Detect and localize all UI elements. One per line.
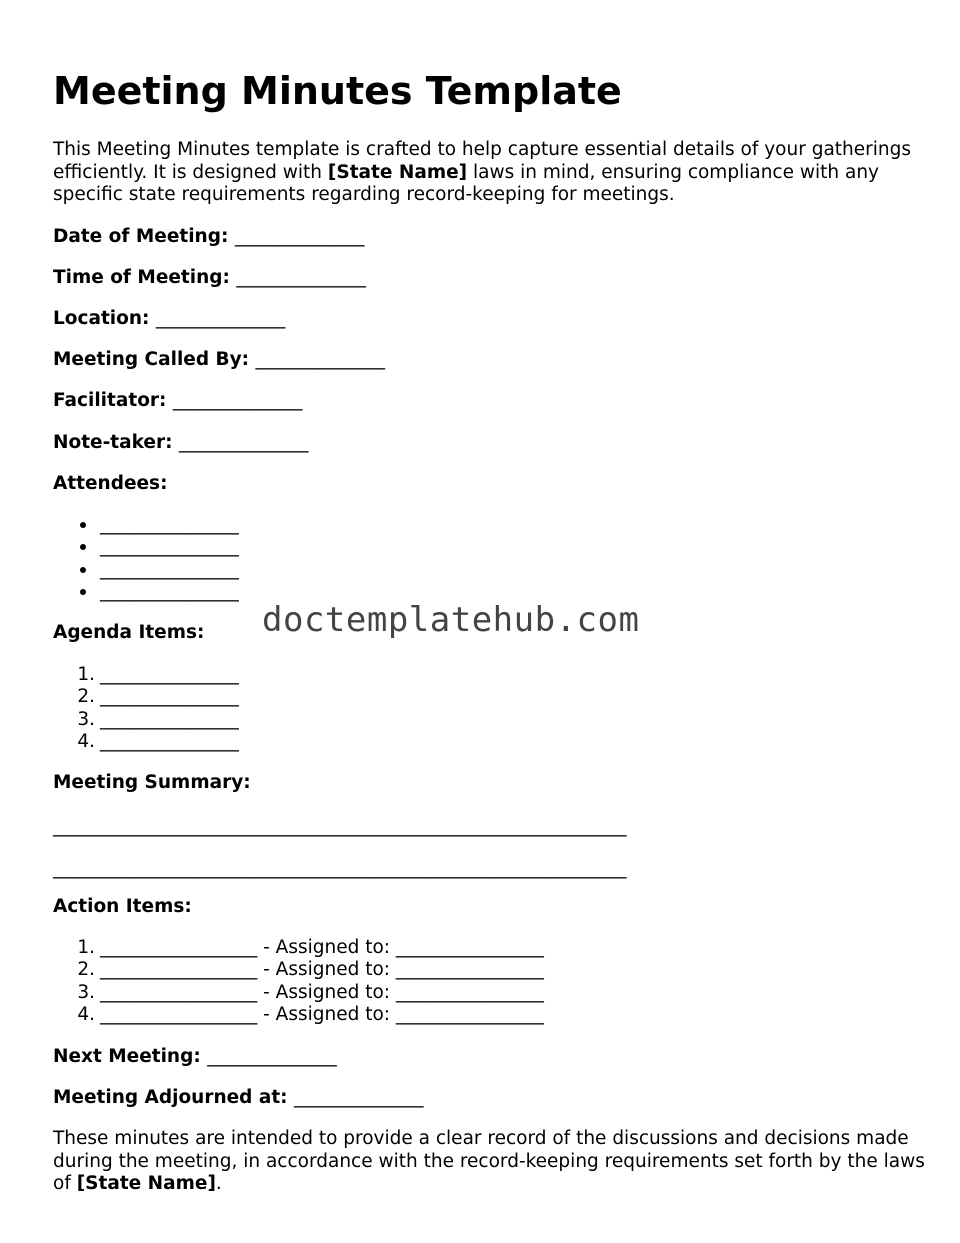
agenda-number: 4. (77, 731, 95, 753)
assigned-to-label: - Assigned to: (257, 1004, 396, 1026)
note-taker-label: Note-taker: (53, 432, 173, 453)
action-number: 4. (77, 1004, 95, 1026)
note-taker-blank[interactable]: ______________ (178, 432, 309, 453)
closing-paragraph (53, 1128, 933, 1196)
note-taker-field (53, 432, 308, 454)
bullet-icon (80, 522, 86, 528)
intro-text-2: laws in mind, ensuring compliance with any specific state requirements regarding record-keeping for meetings. (53, 161, 879, 206)
assigned-to-label: - Assigned to: (257, 937, 396, 958)
facilitator-field (53, 390, 302, 412)
action-task-blank[interactable]: _________________ (100, 959, 258, 981)
date-label: Date of Meeting: (53, 226, 229, 247)
attendees-heading: Attendees: (53, 473, 168, 494)
bullet-icon (80, 544, 86, 550)
agenda-blank[interactable]: _______________ (100, 686, 239, 708)
next-meeting-field (53, 1046, 337, 1068)
meeting-summary-heading: Meeting Summary: (53, 772, 251, 793)
next-meeting-blank[interactable]: ______________ (207, 1046, 337, 1067)
agenda-blank[interactable]: _______________ (100, 731, 239, 753)
location-blank[interactable]: ______________ (155, 308, 286, 329)
action-task-blank[interactable]: _________________ (100, 937, 258, 958)
action-items-heading: Action Items: (53, 896, 192, 917)
facilitator-blank[interactable]: ______________ (172, 390, 303, 411)
summary-line[interactable]: ______________________________________________________________ (53, 816, 627, 837)
action-row (100, 982, 544, 1004)
agenda-number: 3. (77, 708, 95, 730)
called-by-blank[interactable]: ______________ (255, 349, 386, 370)
time-label: Time of Meeting: (53, 267, 230, 288)
action-number: 2. (77, 959, 95, 981)
location-label: Location: (53, 308, 150, 329)
location-field (53, 308, 285, 330)
bullet-icon (80, 567, 86, 573)
intro-paragraph (53, 139, 933, 207)
action-row (100, 937, 544, 959)
intro-state-name: [State Name] (327, 161, 468, 183)
time-of-meeting-field (53, 267, 366, 289)
action-number: 3. (77, 981, 95, 1003)
closing-text-2: . (215, 1173, 222, 1195)
closing-state-name: [State Name] (76, 1173, 216, 1195)
agenda-blank[interactable]: _______________ (100, 708, 239, 730)
time-blank[interactable]: ______________ (236, 267, 366, 288)
called-by-label: Meeting Called By: (53, 349, 250, 370)
action-task-blank[interactable]: _________________ (100, 981, 258, 1003)
assigned-to-label: - Assigned to: (257, 981, 396, 1003)
closing-text-1: These minutes are intended to provide a clear record of the discussions and decisions made during the meeting, in accordance with the record-keeping requirements set forth by the laws of (53, 1128, 925, 1195)
assignee-blank[interactable]: ________________ (395, 981, 544, 1003)
attendee-blank[interactable]: _______________ (100, 514, 239, 535)
meeting-called-by-field (53, 349, 385, 371)
agenda-blank[interactable]: _______________ (100, 664, 239, 685)
action-number: 1. (77, 937, 95, 958)
assigned-to-label: - Assigned to: (257, 959, 396, 981)
summary-line[interactable]: ______________________________________________________________ (53, 858, 627, 879)
bullet-icon (80, 589, 86, 595)
adjourned-label: Meeting Adjourned at: (53, 1087, 288, 1108)
assignee-blank[interactable]: ________________ (395, 959, 544, 981)
agenda-items-heading: Agenda Items: (53, 622, 205, 643)
watermark: doctemplatehub.com (262, 600, 640, 640)
action-row (100, 959, 544, 981)
assignee-blank[interactable]: ________________ (395, 1004, 544, 1026)
attendee-blank[interactable]: _______________ (100, 581, 239, 603)
page-title: Meeting Minutes Template (53, 69, 622, 113)
agenda-number: 2. (77, 686, 95, 708)
assignee-blank[interactable]: ________________ (395, 937, 544, 958)
action-row (100, 1004, 544, 1026)
action-task-blank[interactable]: _________________ (100, 1004, 258, 1026)
next-meeting-label: Next Meeting: (53, 1046, 201, 1067)
intro-text-1: This Meeting Minutes template is crafted to help capture essential details of your gatherings efficiently. It is designed with (53, 139, 912, 183)
date-of-meeting-field (53, 226, 364, 248)
facilitator-label: Facilitator: (53, 390, 167, 411)
attendee-blank[interactable]: _______________ (100, 536, 239, 558)
date-blank[interactable]: ______________ (234, 226, 365, 247)
meeting-adjourned-field (53, 1087, 424, 1109)
agenda-number: 1. (77, 664, 95, 685)
attendee-blank[interactable]: _______________ (100, 558, 239, 580)
adjourned-blank[interactable]: ______________ (294, 1087, 424, 1108)
